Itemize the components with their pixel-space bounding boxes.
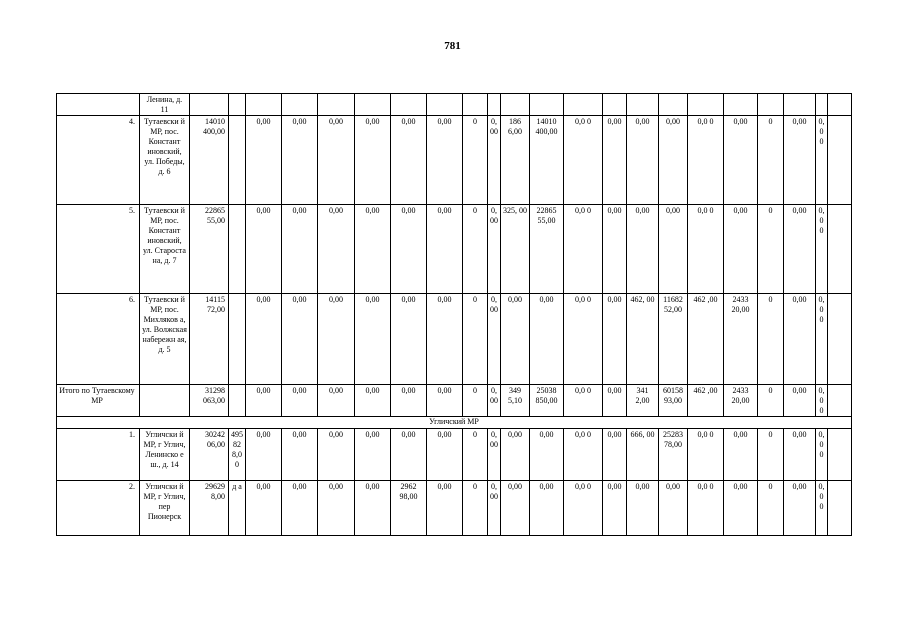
- value-cell: 0: [463, 429, 488, 481]
- value-cell: [229, 205, 246, 294]
- value-cell: 0,00: [355, 429, 391, 481]
- value-cell: 0,00: [530, 429, 564, 481]
- value-cell: 0,00: [427, 116, 463, 205]
- value-cell: 0,00: [246, 205, 282, 294]
- value-cell: 0,00: [282, 429, 318, 481]
- value-cell: 14010 400,00: [530, 116, 564, 205]
- value-cell: 2433 20,00: [724, 294, 758, 385]
- value-cell: 0,00: [391, 116, 427, 205]
- value-cell: 0,00: [659, 205, 688, 294]
- total-row: [57, 385, 852, 417]
- value-cell: 0,0 0: [688, 205, 724, 294]
- value-cell: 0,00: [246, 294, 282, 385]
- value-cell: [355, 94, 391, 116]
- row-number-cell: 1.: [57, 429, 140, 481]
- value-cell: 0,00: [627, 205, 659, 294]
- value-cell: 25038 850,00: [530, 385, 564, 417]
- table-row: [57, 94, 852, 116]
- value-cell: 30242 06,00: [190, 429, 229, 481]
- value-cell: 0,00: [501, 294, 530, 385]
- value-cell: 0,00: [318, 205, 355, 294]
- value-cell: 60158 93,00: [659, 385, 688, 417]
- value-cell: 0,00: [282, 116, 318, 205]
- table-row: [57, 205, 852, 294]
- value-cell: [246, 94, 282, 116]
- value-cell: 462 ,00: [688, 294, 724, 385]
- value-cell: 11682 52,00: [659, 294, 688, 385]
- address-cell: Угличски й МР, г Углич, пер Пионерск: [140, 481, 190, 536]
- value-cell: 0: [758, 116, 784, 205]
- value-cell: 0: [463, 116, 488, 205]
- value-cell: 0,00: [355, 385, 391, 417]
- housing-program-table: [56, 93, 852, 536]
- value-cell: [463, 94, 488, 116]
- value-cell: 0,00: [784, 481, 816, 536]
- table-row: [57, 294, 852, 385]
- value-cell: 462 ,00: [688, 385, 724, 417]
- value-cell: 0,00: [603, 429, 627, 481]
- value-cell: 0,00: [784, 116, 816, 205]
- value-cell: [229, 294, 246, 385]
- value-cell: 0,00: [427, 429, 463, 481]
- section-row: [57, 417, 852, 429]
- value-cell: [530, 94, 564, 116]
- value-cell: [828, 481, 852, 536]
- value-cell: 0,0 0: [688, 116, 724, 205]
- value-cell: 0,00: [603, 385, 627, 417]
- value-cell: 0,0 0: [564, 481, 603, 536]
- value-cell: 0: [463, 385, 488, 417]
- value-cell: 0,00: [603, 205, 627, 294]
- value-cell: 462, 00: [627, 294, 659, 385]
- address-cell: Тутаевски й МР, пос. Констант иновский, ул. Староста на, д. 7: [140, 205, 190, 294]
- value-cell: [229, 94, 246, 116]
- value-cell: 0,0 0: [564, 205, 603, 294]
- value-cell: 0,00: [246, 429, 282, 481]
- value-cell: 14115 72,00: [190, 294, 229, 385]
- value-cell: 0,00: [391, 205, 427, 294]
- value-cell: 0,00: [391, 294, 427, 385]
- value-cell: 22865 55,00: [530, 205, 564, 294]
- value-cell: 0: [463, 481, 488, 536]
- address-cell: [140, 385, 190, 417]
- value-cell: 0,00: [282, 385, 318, 417]
- value-cell: [688, 94, 724, 116]
- value-cell: 666, 00: [627, 429, 659, 481]
- value-cell: 25283 78,00: [659, 429, 688, 481]
- value-cell: 0,00: [627, 481, 659, 536]
- value-cell: 0,0 0: [564, 294, 603, 385]
- value-cell: 0,00: [427, 481, 463, 536]
- value-cell: 0,00: [603, 481, 627, 536]
- value-cell: [784, 94, 816, 116]
- value-cell: [603, 94, 627, 116]
- value-cell: 0,00: [318, 385, 355, 417]
- value-cell: 0,00: [488, 294, 501, 385]
- value-cell: 0,00: [784, 385, 816, 417]
- value-cell: 325, 00: [501, 205, 530, 294]
- value-cell: 0: [758, 294, 784, 385]
- value-cell: 0,00: [816, 294, 828, 385]
- address-cell: Тутаевски й МР, пос. Михляков а, ул. Волжская набережн ая, д. 5: [140, 294, 190, 385]
- value-cell: [501, 94, 530, 116]
- value-cell: 0,00: [488, 116, 501, 205]
- value-cell: [828, 429, 852, 481]
- table-row: [57, 116, 852, 205]
- value-cell: [828, 294, 852, 385]
- value-cell: 29629 8,00: [190, 481, 229, 536]
- value-cell: [659, 94, 688, 116]
- row-number-cell: 4.: [57, 116, 140, 205]
- value-cell: 0,00: [427, 385, 463, 417]
- address-cell: Ленина, д. 11: [140, 94, 190, 116]
- value-cell: 2962 98,00: [391, 481, 427, 536]
- value-cell: 0,00: [501, 481, 530, 536]
- value-cell: 0,00: [816, 481, 828, 536]
- value-cell: [627, 94, 659, 116]
- value-cell: [488, 94, 501, 116]
- table-row: [57, 481, 852, 536]
- value-cell: 0,0 0: [564, 116, 603, 205]
- value-cell: [427, 94, 463, 116]
- value-cell: 0,00: [816, 385, 828, 417]
- value-cell: 0,00: [530, 294, 564, 385]
- value-cell: 0,00: [816, 116, 828, 205]
- value-cell: [828, 116, 852, 205]
- value-cell: 0,00: [659, 116, 688, 205]
- address-cell: Тутаевски й МР, пос. Констант иновский, ул. Победы, д. 6: [140, 116, 190, 205]
- value-cell: [758, 94, 784, 116]
- value-cell: 0,00: [427, 205, 463, 294]
- value-cell: 341 2,00: [627, 385, 659, 417]
- value-cell: 0,00: [246, 385, 282, 417]
- value-cell: 31298 063,00: [190, 385, 229, 417]
- value-cell: 0,00: [427, 294, 463, 385]
- value-cell: 0,00: [318, 481, 355, 536]
- value-cell: 0,00: [282, 294, 318, 385]
- section-title: Угличский МР: [57, 417, 852, 429]
- value-cell: 186 6,00: [501, 116, 530, 205]
- value-cell: 0,00: [318, 116, 355, 205]
- value-cell: 0,00: [501, 429, 530, 481]
- value-cell: 0,00: [816, 205, 828, 294]
- value-cell: 349 5,10: [501, 385, 530, 417]
- value-cell: [318, 94, 355, 116]
- value-cell: 0: [758, 481, 784, 536]
- value-cell: 0,00: [282, 481, 318, 536]
- value-cell: 0,00: [724, 481, 758, 536]
- value-cell: 0,00: [488, 481, 501, 536]
- value-cell: 0,00: [391, 385, 427, 417]
- value-cell: 0,00: [318, 429, 355, 481]
- value-cell: 0,00: [724, 429, 758, 481]
- table-row: [57, 429, 852, 481]
- value-cell: 0: [758, 429, 784, 481]
- value-cell: 49582 8,00: [229, 429, 246, 481]
- row-number-cell: 2.: [57, 481, 140, 536]
- value-cell: 0,00: [724, 116, 758, 205]
- value-cell: 0,00: [627, 116, 659, 205]
- value-cell: [828, 385, 852, 417]
- value-cell: 0,00: [246, 116, 282, 205]
- value-cell: 0,00: [784, 205, 816, 294]
- value-cell: 0,00: [282, 205, 318, 294]
- value-cell: [828, 205, 852, 294]
- value-cell: 0,00: [488, 385, 501, 417]
- value-cell: 0: [463, 294, 488, 385]
- value-cell: 0,00: [603, 116, 627, 205]
- value-cell: 0,00: [391, 429, 427, 481]
- address-cell: Угличски й МР, г Углич, Ленинско е ш., д. 14: [140, 429, 190, 481]
- value-cell: [190, 94, 229, 116]
- value-cell: [828, 94, 852, 116]
- row-number-cell: 5.: [57, 205, 140, 294]
- value-cell: 22865 55,00: [190, 205, 229, 294]
- value-cell: 2433 20,00: [724, 385, 758, 417]
- value-cell: 0,00: [355, 205, 391, 294]
- row-number-cell: Итого по Тутаевскому МР: [57, 385, 140, 417]
- value-cell: 0,00: [784, 429, 816, 481]
- value-cell: 0: [758, 385, 784, 417]
- page-number: 781: [444, 40, 461, 52]
- value-cell: 0,0 0: [564, 385, 603, 417]
- value-cell: [229, 116, 246, 205]
- value-cell: 0,00: [246, 481, 282, 536]
- value-cell: 0,0 0: [688, 429, 724, 481]
- value-cell: 0,00: [488, 205, 501, 294]
- value-cell: [564, 94, 603, 116]
- value-cell: 0: [463, 205, 488, 294]
- row-number-cell: [57, 94, 140, 116]
- value-cell: 0,00: [355, 116, 391, 205]
- value-cell: [391, 94, 427, 116]
- value-cell: 0,0 0: [688, 481, 724, 536]
- value-cell: 0,00: [530, 481, 564, 536]
- value-cell: [282, 94, 318, 116]
- row-number-cell: 6.: [57, 294, 140, 385]
- value-cell: 0: [758, 205, 784, 294]
- value-cell: 0,00: [355, 294, 391, 385]
- value-cell: [229, 385, 246, 417]
- value-cell: 0,00: [318, 294, 355, 385]
- value-cell: 0,00: [784, 294, 816, 385]
- value-cell: 0,00: [659, 481, 688, 536]
- value-cell: 0,00: [816, 429, 828, 481]
- value-cell: 14010 400,00: [190, 116, 229, 205]
- value-cell: 0,00: [603, 294, 627, 385]
- value-cell: 0,00: [724, 205, 758, 294]
- value-cell: [724, 94, 758, 116]
- value-cell: д а: [229, 481, 246, 536]
- value-cell: 0,00: [355, 481, 391, 536]
- value-cell: 0,00: [488, 429, 501, 481]
- value-cell: 0,0 0: [564, 429, 603, 481]
- value-cell: [816, 94, 828, 116]
